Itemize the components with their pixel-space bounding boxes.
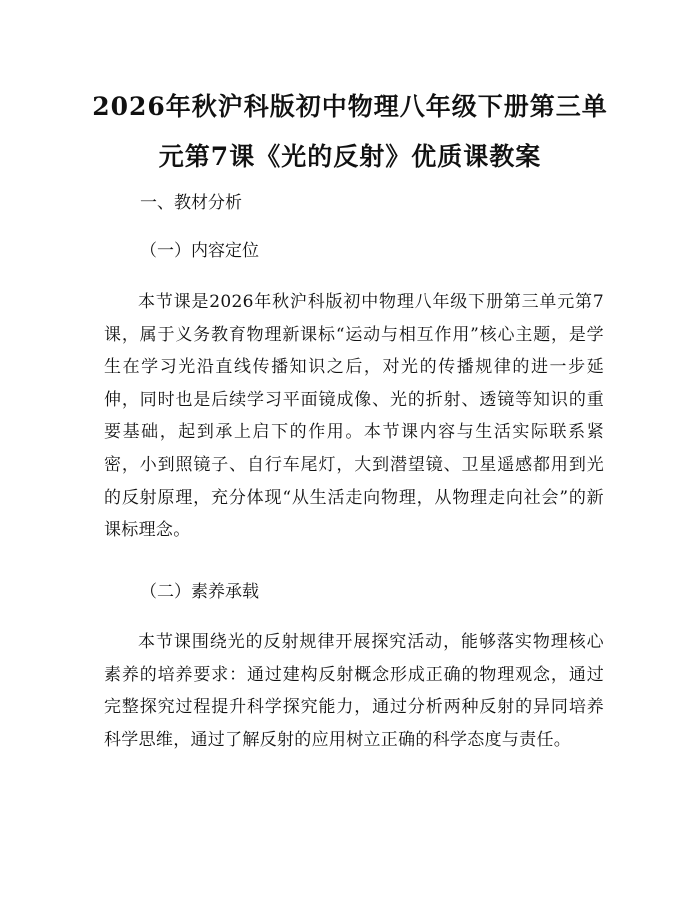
paragraph-literacy: 本节课围绕光的反射规律开展探究活动，能够落实物理核心素养的培养要求：通过建构反射概念形成正确的物理观念，通过完整探究过程提升科学探究能力，通过分析两种反射的异同培养科学思维，通过了解反射的应用树立正确的科学态度与责任。 — [104, 632, 604, 750]
section-heading-textbook-analysis: 一、教材分析 — [140, 193, 242, 213]
paragraph-content-positioning: 本节课是2026年秋沪科版初中物理八年级下册第三单元第7课，属于义务教育物理新课标“运动与相互作用”核心主题，是学生在学习光沿直线传播知识之后，对光的传播规律的进一步延伸，同时也是后续学习平面镜成像、光的折射、透镜等知识的重要基础，起到承上启下的作用。本节课内容与生活实际联系紧密，小到照镜子、自行车尾灯，大到潜望镜、卫星遥感都用到光的反射原理，充分体现“从生活走向物理，从物理走向社会”的新课标理念。 — [104, 292, 604, 541]
document-title: 2026年秋沪科版初中物理八年级下册第三单元第7课《光的反射》优质课教案 — [92, 92, 608, 171]
subsection-heading-literacy: （二）素养承载 — [140, 582, 259, 602]
subsection-heading-content-positioning: （一）内容定位 — [140, 241, 259, 261]
